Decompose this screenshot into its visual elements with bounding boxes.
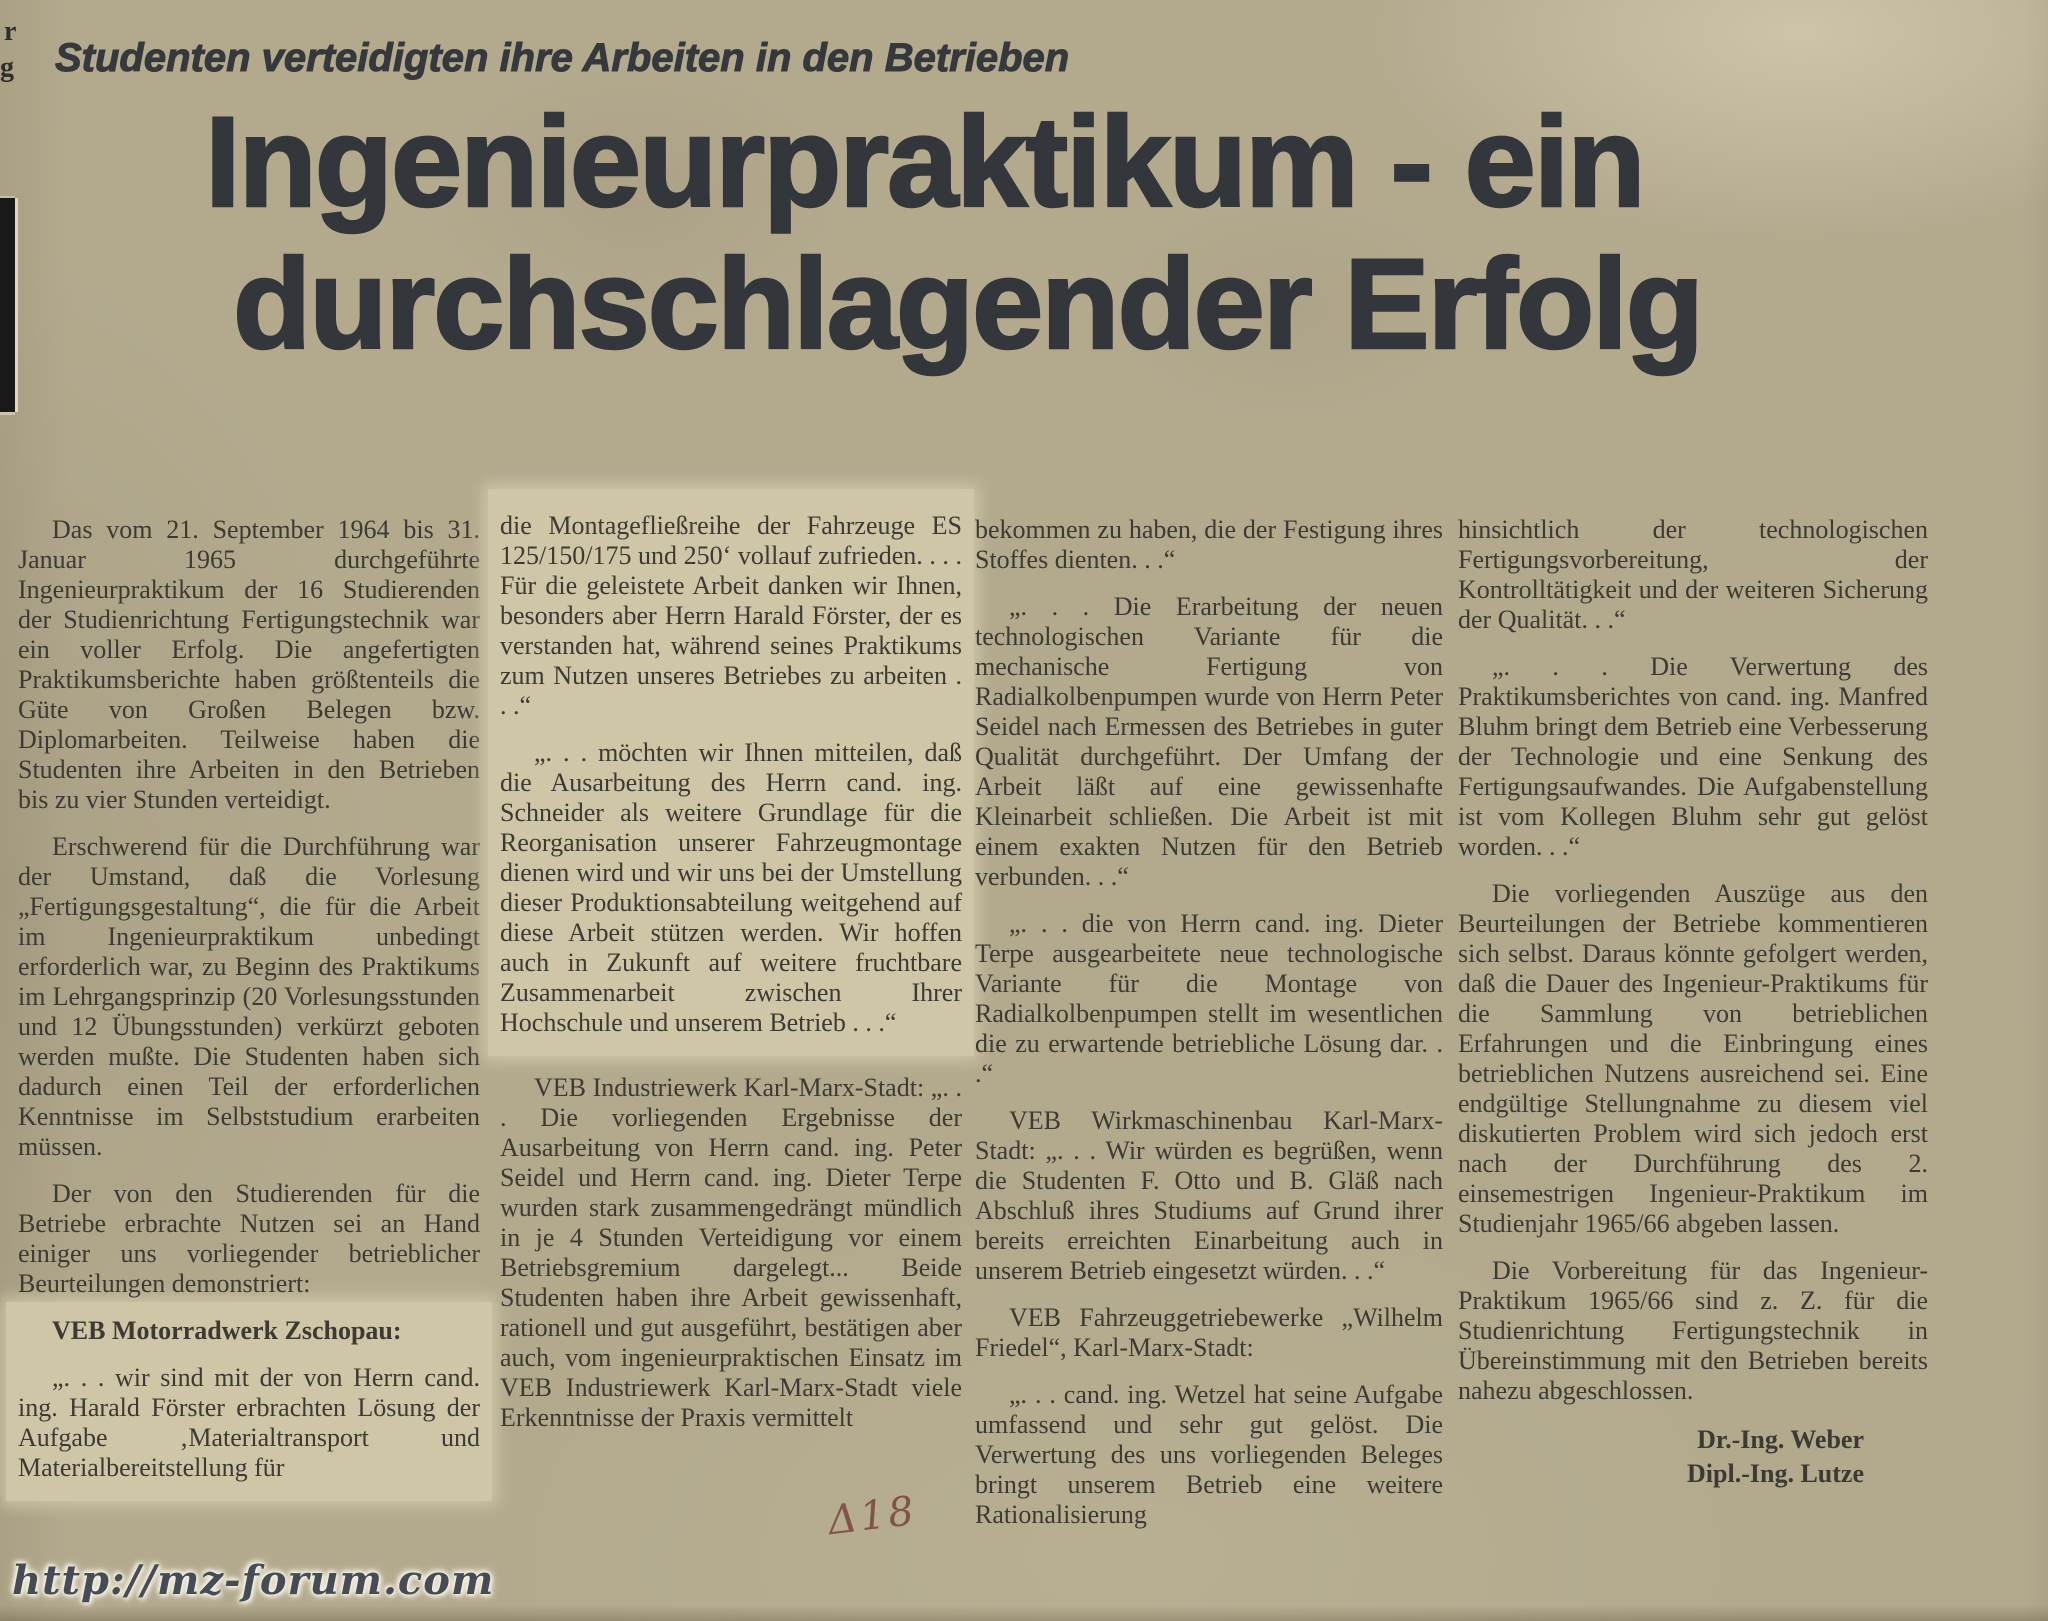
- paragraph: VEB Wirkmaschinenbau Karl-Marx-Stadt: „. . . Wir würden es begrüßen, wenn die Studenten F. Otto und B. Gläß nach Abschluß ihres Studiums auf Grund ihrer bereits erreichten Einarbeitung auch in unserem Betrieb eingesetzt würden. . .“: [975, 1106, 1443, 1285]
- paragraph: „. . . die von Herrn cand. ing. Dieter Terpe ausgearbeitete neue technologische Variante für die Montage von Radialkolbenpumpen stellt im wesentlichen die zu erwartende betriebliche Lösung dar. . .“: [975, 909, 1443, 1088]
- paragraph: Die vorliegenden Auszüge aus den Beurteilungen der Betriebe kommentieren sich selbst. Daraus könnte gefolgert werden, daß die Dauer des Ingenieur-Praktikums für die Sammlung von betrieblichen Erfahrungen und die Einbringung eines betrieblichen Nutzens ausreichend sei. Eine endgültige Stellungnahme zu diesem viel diskutierten Problem wird sich jedoch erst nach der Durchführung des 2. einsemestrigen Ingenieur-Praktikum im Studienjahr 1965/66 abgeben lassen.: [1458, 879, 1928, 1238]
- edge-ink-bar: [0, 198, 15, 412]
- paragraph: „. . . möchten wir Ihnen mitteilen, daß die Ausarbeitung des Herrn cand. ing. Schneider als weitere Grundlage für die Reorganisation unserer Fahrzeugmontage dienen wird und wir uns bei der Umstellung dieser Produktionsabteilung weitgehend auf diese Arbeit stützen werden. Wir hoffen auch in Zukunft auf weitere fruchtbare Zusammenarbeit zwischen Ihrer Hochschule und unserem Betrieb . . .“: [500, 738, 962, 1037]
- column-2: [500, 511, 962, 1450]
- column-1: [18, 515, 480, 1518]
- edge-letter-fragment: g: [0, 52, 14, 83]
- handwritten-annotation: Δ18: [825, 1487, 920, 1545]
- column-3: [975, 515, 1443, 1547]
- signature: [1458, 1423, 1928, 1491]
- column-4: [1458, 515, 1928, 1491]
- highlighted-clipping: [488, 489, 974, 1056]
- kicker: Studenten verteidigten ihre Arbeiten in den Betrieben: [55, 36, 1070, 80]
- paragraph: Erschwerend für die Durchführung war der Umstand, daß die Vorlesung „Fertigungsgestaltung“, die für die Arbeit im Ingenieurpraktikum unbedingt erforderlich war, zu Beginn des Praktikums im Lehrgangsprinzip (20 Vorlesungsstunden und 12 Übungsstunden) verkürzt geboten werden mußte. Die Studenten haben sich dadurch einen Teil der erforderlichen Kenntnisse im Selbststudium erarbeiten müssen.: [18, 832, 480, 1161]
- paragraph: Das vom 21. September 1964 bis 31. Januar 1965 durchgeführte Ingenieurpraktikum der 16 Studierenden der Studienrichtung Fertigungstechnik war ein voller Erfolg. Die angefertigten Praktikumsberichte haben größtenteils die Güte von Großen Belegen bzw. Diplomarbeiten. Teilweise haben die Studenten ihre Arbeiten in den Betrieben bis zu vier Stunden verteidigt.: [18, 515, 480, 814]
- signature-line-2: Dipl.-Ing. Lutze: [1687, 1459, 1864, 1488]
- headline: [205, 92, 1702, 376]
- highlighted-clipping: [6, 1302, 492, 1501]
- paragraph: hinsichtlich der technologischen Fertigungsvorbereitung, der Kontrolltätigkeit und der weiteren Sicherung der Qualität. . .“: [1458, 515, 1928, 634]
- paragraph: „. . . Die Erarbeitung der neuen technologischen Variante für die mechanische Fertigung von Radialkolbenpumpen wurde von Herrn Peter Seidel nach Ermessen des Betriebes in guter Qualität durchgeführt. Der Umfang der Arbeit läßt auf eine gewissenhafte Kleinarbeit schließen. Die Arbeit ist mit einem exakten Nutzen für den Betrieb verbunden. . .“: [975, 592, 1443, 891]
- paragraph: die Montagefließreihe der Fahrzeuge ES 125/150/175 und 250‘ vollauf zufrieden. . . . Für die geleistete Arbeit danken wir Ihnen, besonders aber Herrn Harald Förster, der es verstanden hat, während seines Praktikums zum Nutzen unseres Betriebes zu arbeiten . . .“: [500, 511, 962, 720]
- edge-letter-fragment: r: [4, 16, 17, 47]
- watermark: http://mz-forum.com: [12, 1557, 495, 1604]
- paragraph: „. . . cand. ing. Wetzel hat seine Aufgabe umfassend und sehr gut gelöst. Die Verwertung des uns vorliegenden Beleges bringt unserem Betrieb eine weitere Rationalisierung: [975, 1380, 1443, 1529]
- paragraph: Der von den Studierenden für die Betriebe erbrachte Nutzen sei an Hand einiger uns vorliegender betrieblicher Beurteilungen demonstriert:: [18, 1179, 480, 1298]
- paragraph: „. . . Die Verwertung des Praktikumsberichtes von cand. ing. Manfred Bluhm bringt dem Betrieb eine Verbesserung der Technologie und eine Senkung des Fertigungsaufwandes. Die Aufgabenstellung ist vom Kollegen Bluhm sehr gut gelöst worden. . .“: [1458, 652, 1928, 861]
- paragraph: VEB Industriewerk Karl-Marx-Stadt: „. . . Die vorliegenden Ergebnisse der Ausarbeitung von Herrn cand. ing. Peter Seidel und Herrn cand. ing. Dieter Terpe wurden stark zusammengedrängt mündlich in je 4 Stunden Verteidigung vor einem Betriebsgremium dargelegt... Beide Studenten haben ihre Arbeit gewissenhaft, rationell und gut ausgeführt, bestätigen aber auch, vom ingenieurpraktischen Einsatz im VEB Industriewerk Karl-Marx-Stadt viele Erkenntnisse der Praxis vermittelt: [500, 1073, 962, 1432]
- headline-line-1: Ingenieurpraktikum - ein: [205, 91, 1644, 234]
- signature-line-1: Dr.-Ing. Weber: [1697, 1425, 1864, 1454]
- company-heading: VEB Fahrzeuggetriebewerke „Wilhelm Friedel“, Karl-Marx-Stadt:: [975, 1303, 1443, 1362]
- headline-line-2: durchschlagender Erfolg: [233, 233, 1702, 376]
- paragraph: „. . . wir sind mit der von Herrn cand. ing. Harald Förster erbrachten Lösung der Aufgabe ‚Materialtransport und Materialbereitstellung für: [18, 1363, 480, 1482]
- paragraph: Die Vorbereitung für das Ingenieur-Praktikum 1965/66 sind z. Z. für die Studienrichtung Fertigungstechnik in Übereinstimmung mit den Betrieben bereits nahezu abgeschlossen.: [1458, 1256, 1928, 1405]
- paragraph: bekommen zu haben, die der Festigung ihres Stoffes dienten. . .“: [975, 515, 1443, 574]
- company-heading: VEB Motorradwerk Zschopau:: [52, 1316, 402, 1345]
